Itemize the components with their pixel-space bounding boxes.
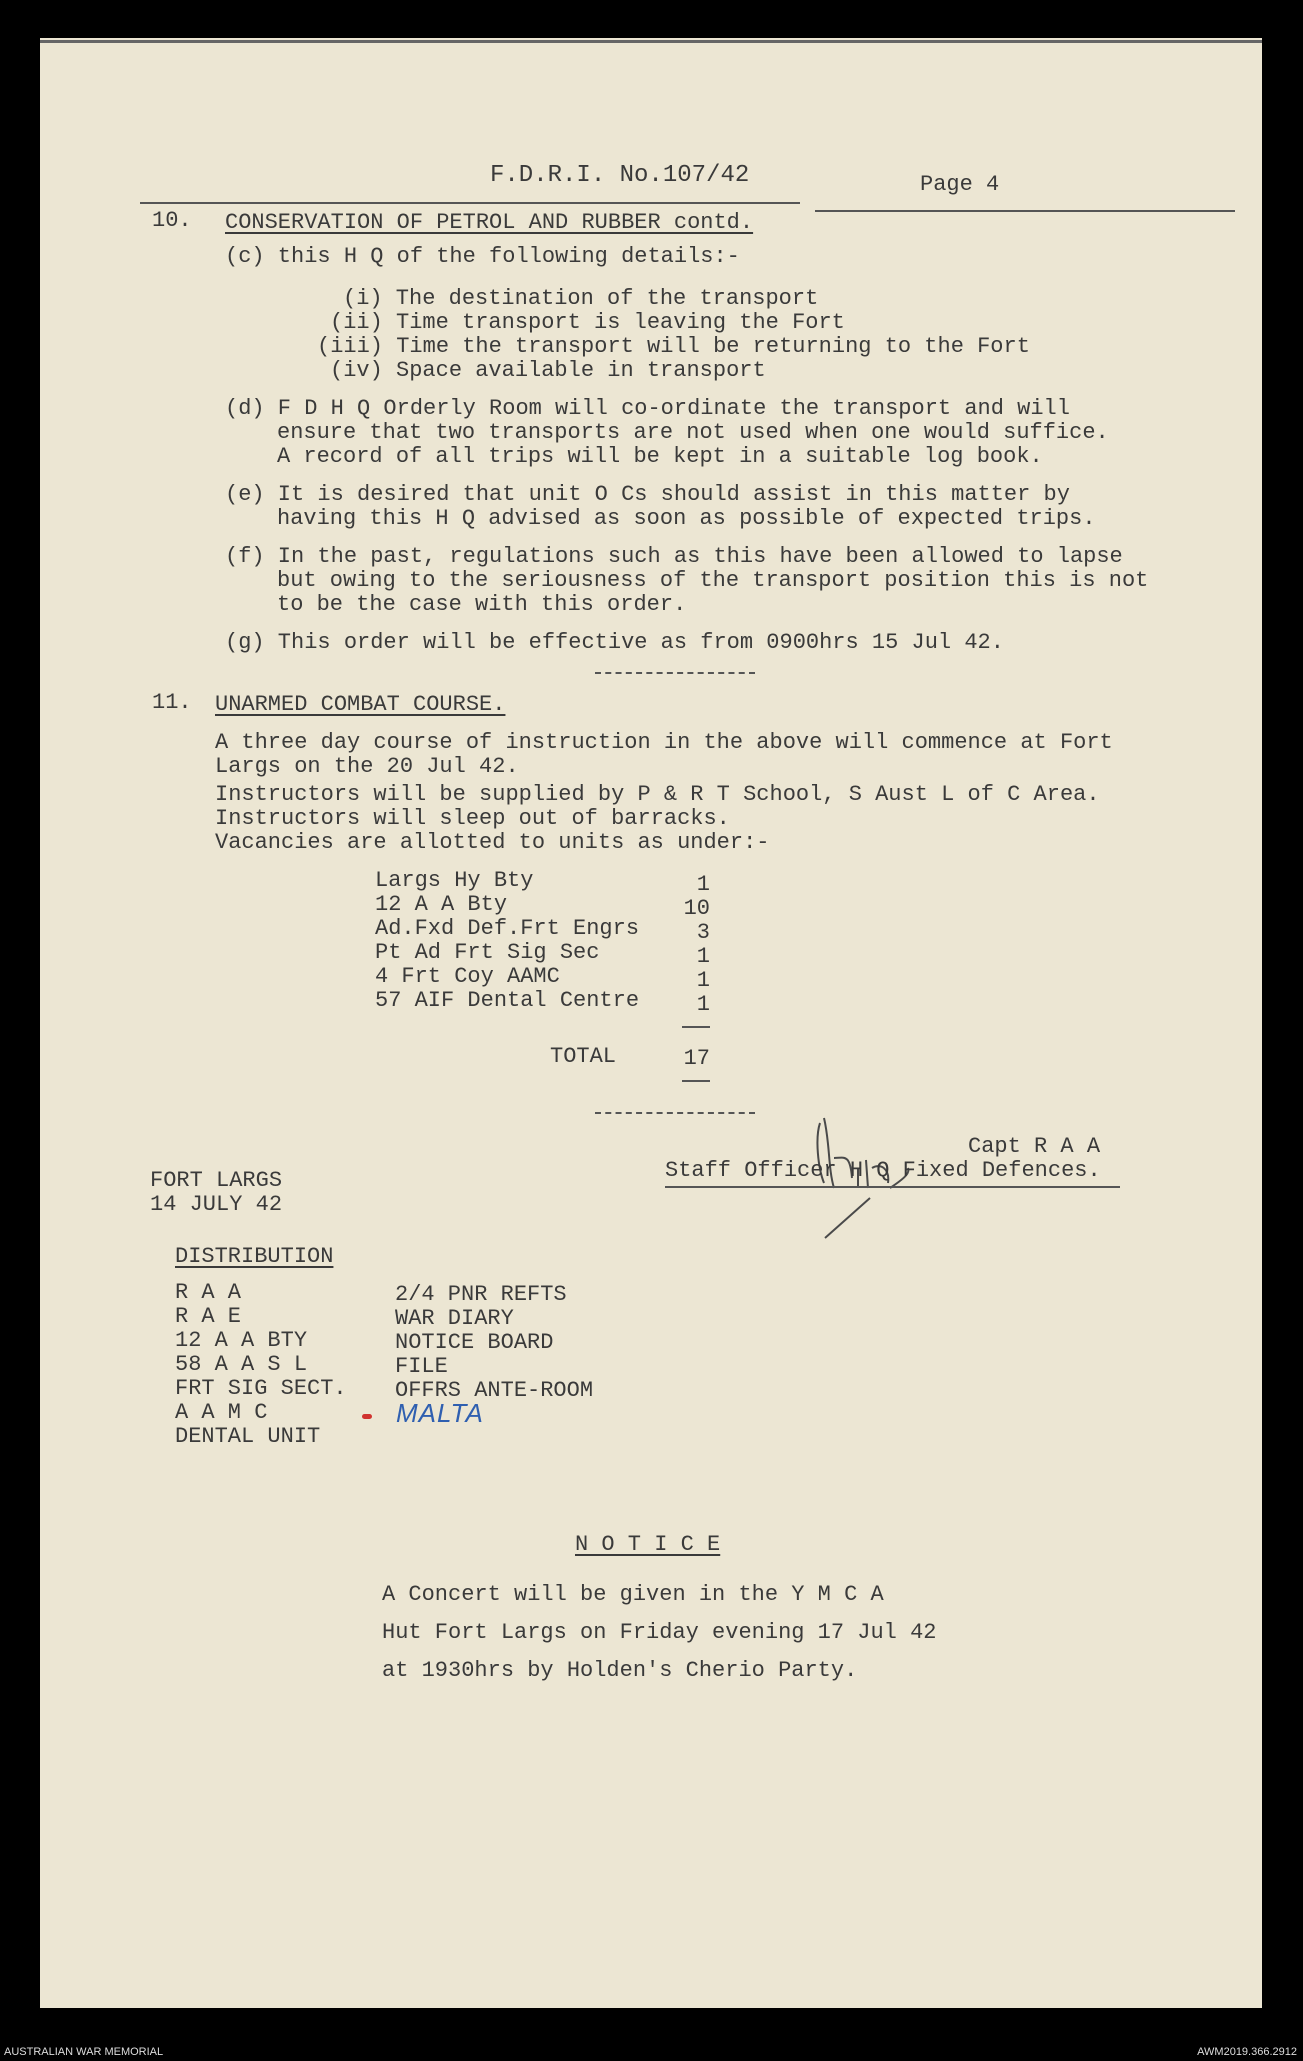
s10-c-intro: (c) this H Q of the following details:-	[225, 244, 740, 269]
s10-c-item: (iv) Space available in transport	[330, 358, 766, 383]
separator	[595, 1112, 755, 1114]
vacancy-qty: 1	[696, 992, 710, 1017]
section-11-title: UNARMED COMBAT COURSE.	[215, 692, 506, 717]
vacancy-unit: 4 Frt Coy AAMC	[375, 964, 560, 989]
s10-e-line: (e) It is desired that unit O Cs should assist in this matter by	[225, 482, 1070, 507]
s10-e-line: having this H Q advised as soon as possible of expected trips.	[277, 506, 1096, 531]
header-ref: F.D.R.I. No.107/42	[490, 162, 750, 189]
s11-line: A three day course of instruction in the above will commence at Fort	[215, 730, 1113, 755]
notice-line: A Concert will be given in the Y M C A	[382, 1582, 884, 1607]
s11-line: Instructors will be supplied by P & R T School, S Aust L of C Area.	[215, 782, 1100, 807]
vacancy-unit: Largs Hy Bty	[375, 868, 534, 893]
vacancy-qty: 1	[696, 944, 710, 969]
vacancy-unit: 12 A A Bty	[375, 892, 508, 917]
signature-rank: Capt R A A	[968, 1134, 1101, 1159]
header-page: Page 4	[920, 172, 1000, 197]
total-value: 17	[683, 1046, 710, 1071]
distribution-item: FRT SIG SECT.	[175, 1376, 347, 1401]
header-rule-right	[815, 210, 1235, 212]
vacancy-qty: 1	[696, 968, 710, 993]
handwritten-malta: MALTA	[396, 1398, 484, 1428]
header-rule-left	[140, 202, 800, 204]
distribution-item: DENTAL UNIT	[175, 1424, 321, 1449]
distribution-item: R A E	[175, 1304, 242, 1329]
date: 14 JULY 42	[150, 1192, 283, 1217]
distribution-item: 12 A A BTY	[175, 1328, 308, 1353]
distribution-item: WAR DIARY	[395, 1306, 514, 1331]
total-rule-top	[682, 1026, 710, 1028]
notice-heading: N O T I C E	[575, 1532, 721, 1557]
separator	[595, 672, 755, 674]
s10-c-item: (ii) Time transport is leaving the Fort	[330, 310, 845, 335]
s10-g-line: (g) This order will be effective as from 0900hrs 15 Jul 42.	[225, 630, 1004, 655]
s10-f-line: to be the case with this order.	[277, 592, 687, 617]
footer-right: AWM2019.366.2912	[1197, 2046, 1297, 2058]
section-10-title: CONSERVATION OF PETROL AND RUBBER contd.	[225, 210, 754, 235]
notice-line: Hut Fort Largs on Friday evening 17 Jul 42	[382, 1620, 937, 1645]
distribution-item: 58 A A S L	[175, 1352, 308, 1377]
s10-d-line: (d) F D H Q Orderly Room will co-ordinate the transport and will	[225, 396, 1070, 421]
s11-line: Instructors will sleep out of barracks.	[215, 806, 730, 831]
distribution-item: A A M C	[175, 1400, 268, 1425]
s10-f-line: but owing to the seriousness of the transport position this is not	[277, 568, 1149, 593]
s11-line: Largs on the 20 Jul 42.	[215, 754, 519, 779]
top-edge-line	[40, 40, 1262, 43]
s10-c-item: (iii) Time the transport will be returning to the Fort	[317, 334, 1030, 359]
s10-d-line: ensure that two transports are not used when one would suffice.	[277, 420, 1109, 445]
vacancy-qty: 10	[683, 896, 710, 921]
distribution-item: NOTICE BOARD	[395, 1330, 554, 1355]
section-10-number: 10.	[152, 208, 192, 233]
distribution-item: FILE	[395, 1354, 448, 1379]
vacancy-unit: 57 AIF Dental Centre	[375, 988, 640, 1013]
signature-underline	[665, 1186, 1120, 1188]
distribution-heading: DISTRIBUTION	[175, 1244, 334, 1269]
document-page	[40, 38, 1262, 2008]
vacancy-qty: 1	[696, 872, 710, 897]
distribution-item: R A A	[175, 1280, 242, 1305]
total-rule-bottom	[682, 1080, 710, 1082]
notice-line: at 1930hrs by Holden's Cherio Party.	[382, 1658, 858, 1683]
section-11-number: 11.	[152, 690, 192, 715]
s10-f-line: (f) In the past, regulations such as this have been allowed to lapse	[225, 544, 1123, 569]
s11-line: Vacancies are allotted to units as under:-	[215, 830, 770, 855]
signature-title: Staff Officer H Q Fixed Defences.	[665, 1158, 1101, 1183]
red-ink-mark	[362, 1414, 372, 1419]
distribution-item: 2/4 PNR REFTS	[395, 1282, 567, 1307]
s10-c-item: (i) The destination of the transport	[343, 286, 819, 311]
distribution-item: OFFRS ANTE-ROOM	[395, 1378, 594, 1403]
s10-d-line: A record of all trips will be kept in a suitable log book.	[277, 444, 1043, 469]
vacancy-unit: Pt Ad Frt Sig Sec	[375, 940, 600, 965]
vacancy-unit: Ad.Fxd Def.Frt Engrs	[375, 916, 640, 941]
vacancy-qty: 3	[696, 920, 710, 945]
total-label: TOTAL	[550, 1044, 617, 1069]
footer-left: AUSTRALIAN WAR MEMORIAL	[4, 2046, 164, 2058]
place: FORT LARGS	[150, 1168, 283, 1193]
